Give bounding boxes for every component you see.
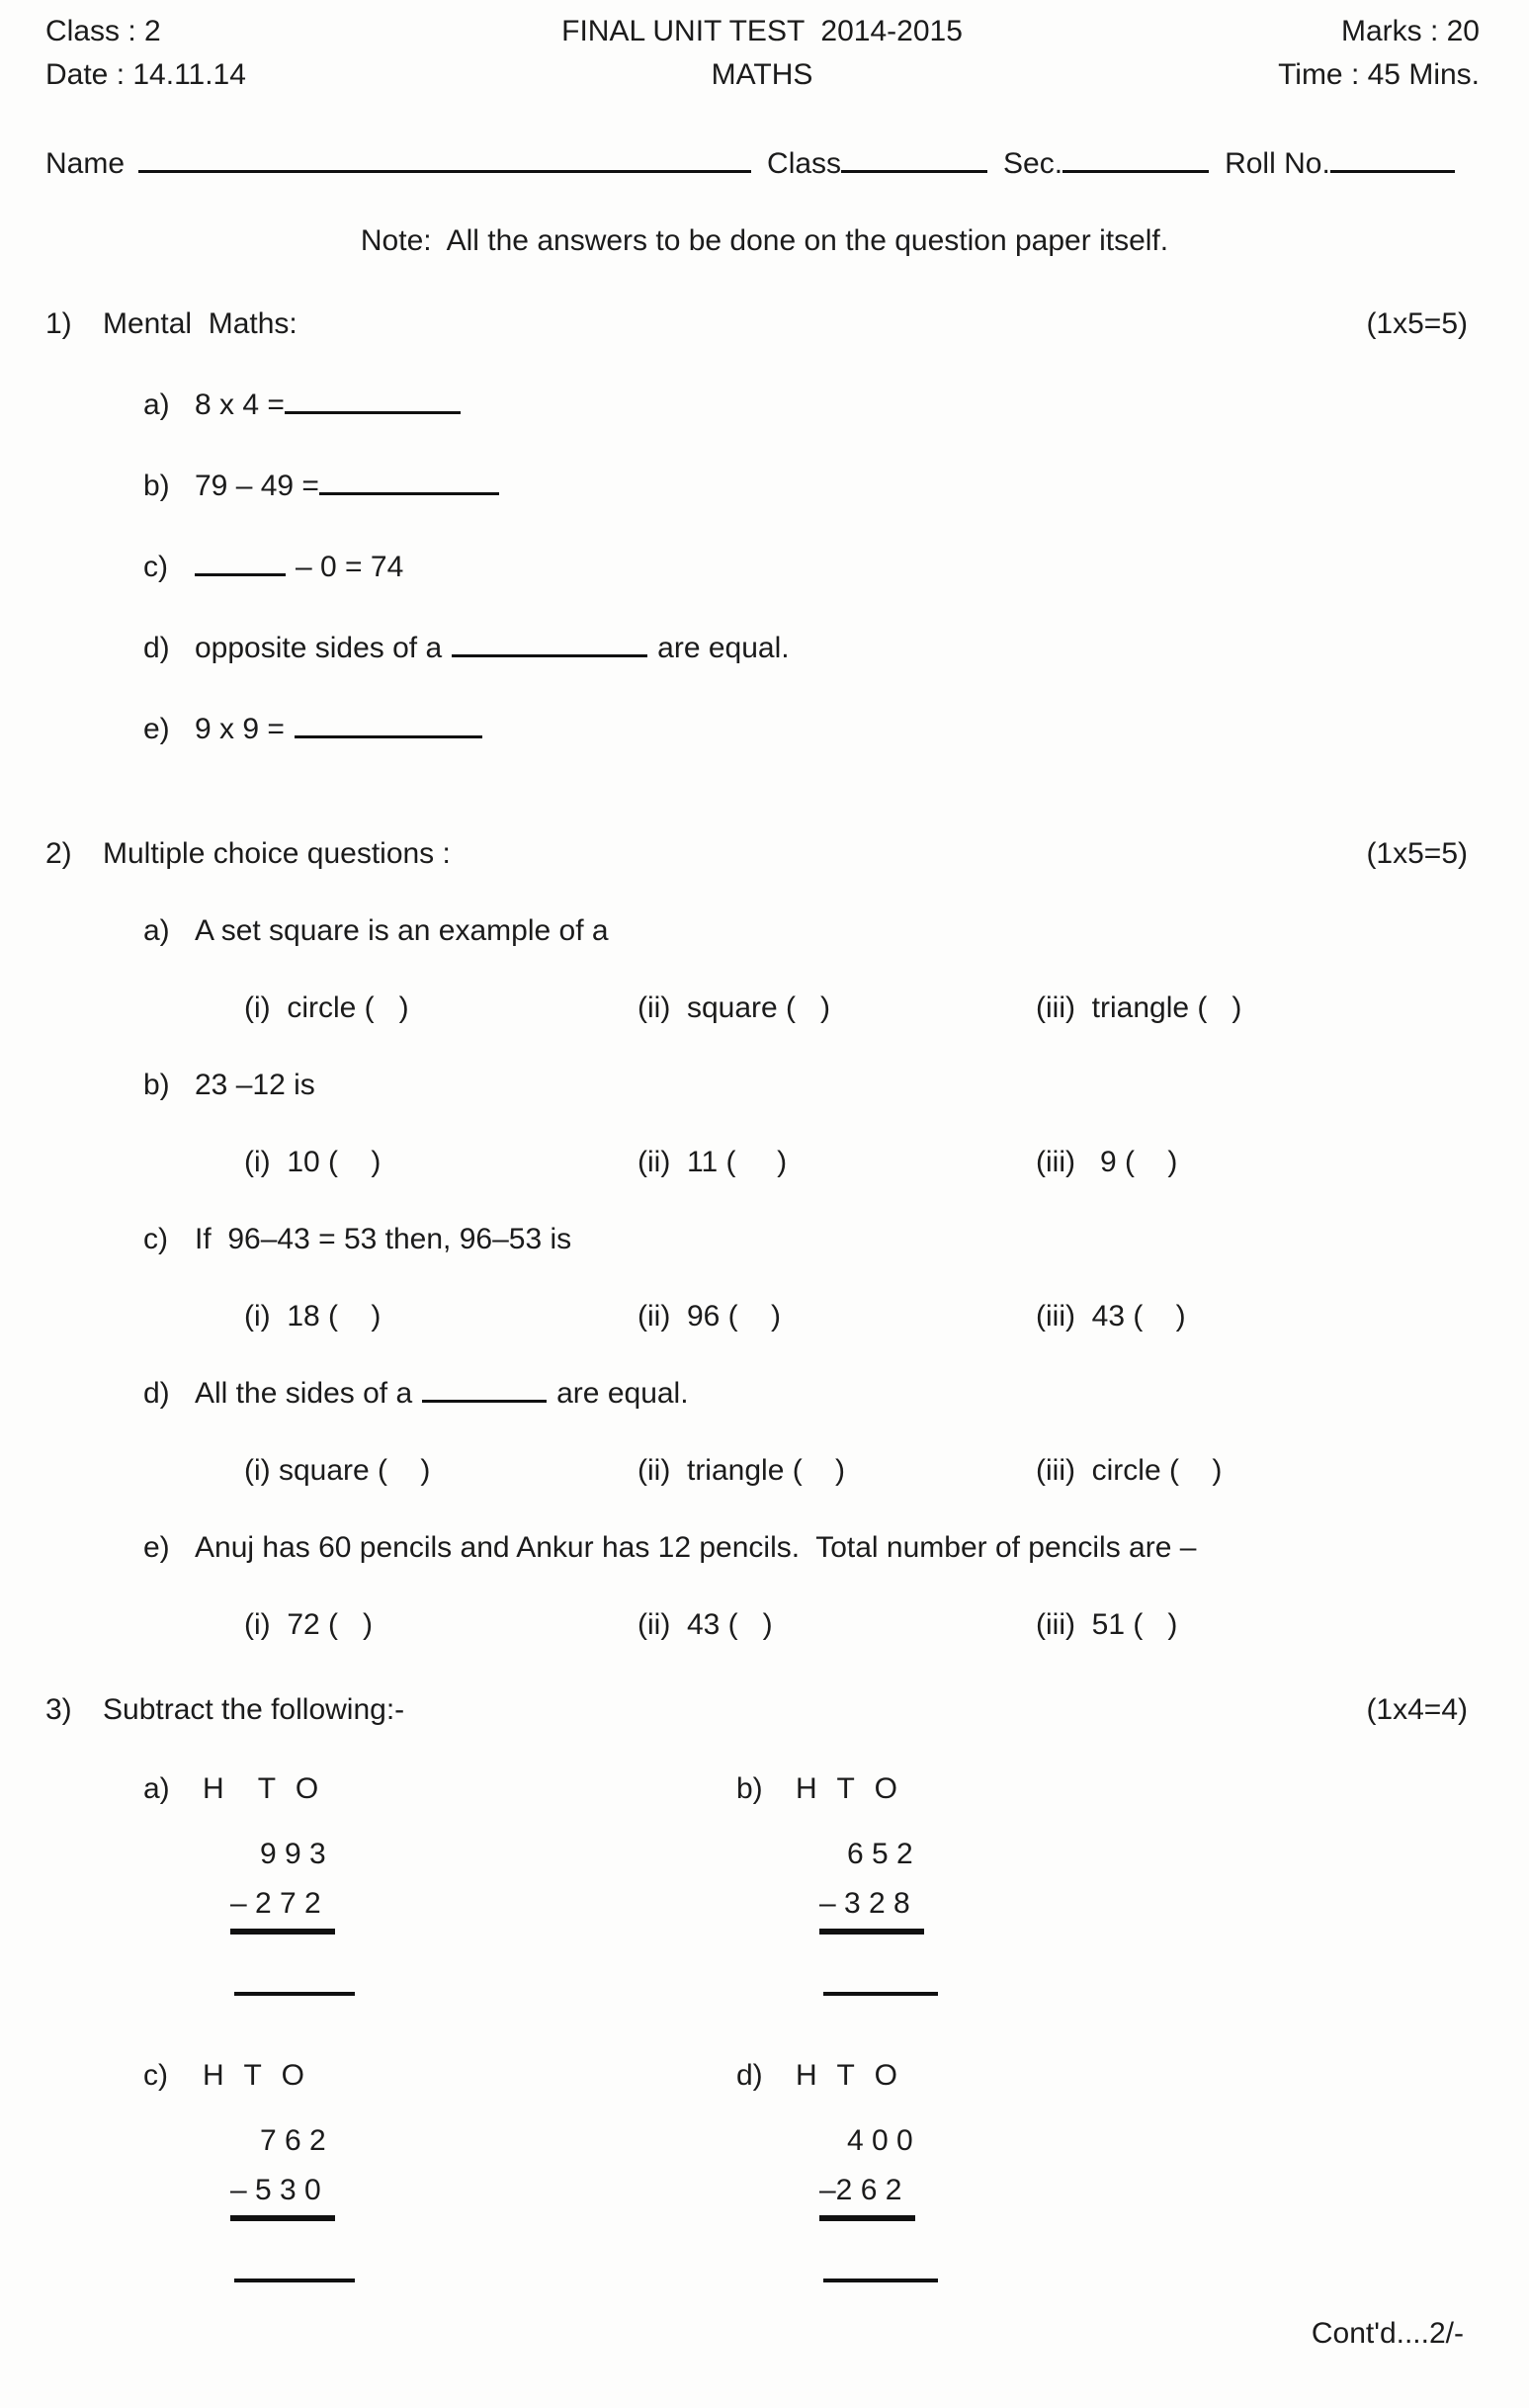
q1-item-c bbox=[0, 551, 1529, 584]
q3-problem-c-answer-line bbox=[234, 2279, 355, 2282]
question-1-title: Mental Maths: bbox=[103, 307, 297, 340]
date-label: Date : 14.11.14 bbox=[45, 57, 246, 91]
q1-item-b-text: 79 – 49 = bbox=[195, 470, 319, 502]
marks-label: Marks : 20 bbox=[1340, 15, 1480, 47]
q3-problem-d-subtrahend: –2 6 2 bbox=[819, 2174, 915, 2221]
q1-item-c-text: – 0 = 74 bbox=[296, 551, 404, 583]
q1-item-e-label: e) bbox=[143, 713, 170, 745]
q1-item-a-answer-blank bbox=[285, 398, 461, 414]
q3-problem-d bbox=[736, 2059, 1329, 2282]
header bbox=[0, 0, 1529, 96]
q3-problem-a-answer-line bbox=[234, 1992, 355, 1996]
header-center bbox=[561, 10, 963, 96]
q2-item-c-label: c) bbox=[143, 1223, 168, 1255]
q1-item-e-answer-blank bbox=[295, 723, 482, 738]
q2-item-b-label: b) bbox=[143, 1069, 170, 1101]
question-1-header bbox=[0, 307, 1529, 341]
q2-item-a-text: A set square is an example of a bbox=[195, 914, 609, 947]
q3-problem-a-header bbox=[143, 1772, 736, 1806]
header-left bbox=[45, 10, 246, 96]
q3-problem-d-header bbox=[736, 2059, 1329, 2093]
q3-problem-b-subtrahend: – 3 2 8 bbox=[819, 1887, 924, 1935]
contd-footer: Cont'd....2/- bbox=[1311, 2317, 1464, 2350]
q2-item-d-options bbox=[0, 1454, 1529, 1488]
question-2-number: 2) bbox=[45, 837, 72, 870]
q1-item-a bbox=[0, 388, 1529, 422]
q2-option-a-ii: (ii) square ( ) bbox=[637, 991, 831, 1024]
q3-problem-c-column-header: H T O bbox=[203, 2059, 310, 2092]
q2-item-e-label: e) bbox=[143, 1531, 170, 1564]
note-text: Note: All the answers to be done on the question paper itself. bbox=[360, 224, 1169, 257]
question-2-marks: (1x5=5) bbox=[1366, 837, 1468, 870]
q1-item-d-label: d) bbox=[143, 632, 170, 664]
class-field-label: Class bbox=[767, 147, 842, 180]
q2-option-b-i: (i) 10 ( ) bbox=[244, 1146, 382, 1178]
q1-item-d-answer-blank bbox=[452, 642, 647, 657]
roll-no-blank bbox=[1330, 157, 1455, 173]
class-label: Class : 2 bbox=[45, 15, 161, 47]
q2-item-e bbox=[0, 1531, 1529, 1565]
q3-problem-c-minuend: 7 6 2 bbox=[260, 2124, 326, 2157]
q2-item-c-text: If 96–43 = 53 then, 96–53 is bbox=[195, 1223, 572, 1255]
name-label: Name bbox=[45, 147, 126, 180]
q2-option-e-i: (i) 72 ( ) bbox=[244, 1608, 374, 1641]
q1-item-c-answer-blank bbox=[195, 560, 286, 576]
q2-option-b-ii: (ii) 11 ( ) bbox=[637, 1146, 788, 1178]
q2-option-b-iii: (iii) 9 ( ) bbox=[1036, 1146, 1178, 1178]
q1-item-d bbox=[0, 632, 1529, 665]
q2-item-b-text: 23 –12 is bbox=[195, 1069, 315, 1101]
q2-item-b-options bbox=[0, 1146, 1529, 1179]
q2-item-a-options bbox=[0, 991, 1529, 1025]
q3-problem-d-column-header: H T O bbox=[796, 2059, 903, 2092]
q1-item-b bbox=[0, 470, 1529, 503]
name-line bbox=[0, 147, 1529, 181]
header-right bbox=[1278, 10, 1480, 96]
q2-option-c-i: (i) 18 ( ) bbox=[244, 1300, 382, 1333]
q3-problem-b-column-header: H T O bbox=[796, 1772, 903, 1805]
q2-item-e-text: Anuj has 60 pencils and Ankur has 12 pencils. Total number of pencils are – bbox=[195, 1531, 1197, 1564]
question-3-marks: (1x4=4) bbox=[1366, 1693, 1468, 1726]
q2-item-d-label: d) bbox=[143, 1377, 170, 1410]
q2-item-d-text-pre: All the sides of a bbox=[195, 1377, 413, 1410]
q3-problems-row-1 bbox=[0, 1772, 1529, 1996]
q3-problem-b bbox=[736, 1772, 1329, 1996]
q3-problem-a-label: a) bbox=[143, 1772, 170, 1805]
q3-problem-b-label: b) bbox=[736, 1772, 763, 1805]
q2-option-d-ii: (ii) triangle ( ) bbox=[637, 1454, 846, 1487]
q2-item-c-options bbox=[0, 1300, 1529, 1333]
q2-option-c-iii: (iii) 43 ( ) bbox=[1036, 1300, 1186, 1333]
q2-option-e-ii: (ii) 43 ( ) bbox=[637, 1608, 773, 1641]
question-2-header bbox=[0, 837, 1529, 871]
question-3-header bbox=[0, 1693, 1529, 1727]
q2-option-c-ii: (ii) 96 ( ) bbox=[637, 1300, 782, 1333]
q3-problems-row-2 bbox=[0, 2059, 1529, 2282]
q2-option-d-i: (i) square ( ) bbox=[244, 1454, 431, 1487]
q1-item-a-text: 8 x 4 = bbox=[195, 388, 285, 421]
q1-item-c-label: c) bbox=[143, 551, 168, 583]
q3-problem-a-subtrahend: – 2 7 2 bbox=[230, 1887, 335, 1935]
q3-problem-b-header bbox=[736, 1772, 1329, 1806]
q3-problem-a bbox=[143, 1772, 736, 1996]
question-3-title: Subtract the following:- bbox=[103, 1693, 405, 1726]
q2-item-d-text-post: are equal. bbox=[556, 1377, 689, 1410]
q3-problem-d-minuend: 4 0 0 bbox=[847, 2124, 913, 2157]
roll-no-label: Roll No. bbox=[1225, 147, 1330, 180]
q1-item-e bbox=[0, 713, 1529, 746]
q2-item-c bbox=[0, 1223, 1529, 1256]
q3-problem-c bbox=[143, 2059, 736, 2282]
sec-label: Sec. bbox=[1003, 147, 1063, 180]
q2-item-b bbox=[0, 1069, 1529, 1102]
q1-item-b-answer-blank bbox=[319, 479, 499, 495]
q2-item-a-label: a) bbox=[143, 914, 170, 947]
time-label: Time : 45 Mins. bbox=[1278, 57, 1480, 91]
q3-problem-c-subtrahend: – 5 3 0 bbox=[230, 2174, 335, 2221]
q2-item-d-answer-blank bbox=[422, 1387, 547, 1403]
question-2-title: Multiple choice questions : bbox=[103, 837, 451, 870]
q3-problem-b-minuend: 6 5 2 bbox=[847, 1838, 913, 1870]
q3-problem-c-label: c) bbox=[143, 2059, 168, 2092]
q3-problem-a-column-header: H T O bbox=[203, 1772, 325, 1805]
subject-title: MATHS bbox=[711, 57, 813, 91]
q1-item-a-label: a) bbox=[143, 388, 170, 421]
question-1-marks: (1x5=5) bbox=[1366, 307, 1468, 340]
q2-item-d bbox=[0, 1377, 1529, 1411]
question-3-number: 3) bbox=[45, 1693, 72, 1726]
class-blank bbox=[841, 157, 987, 173]
q1-item-d-text-post: are equal. bbox=[657, 632, 790, 664]
q3-problem-d-answer-line bbox=[823, 2279, 938, 2282]
q2-option-e-iii: (iii) 51 ( ) bbox=[1036, 1608, 1178, 1641]
q1-item-e-text: 9 x 9 = bbox=[195, 713, 285, 745]
test-title: FINAL UNIT TEST 2014-2015 bbox=[561, 15, 963, 47]
q3-problem-a-minuend: 9 9 3 bbox=[260, 1838, 326, 1870]
q1-item-d-text-pre: opposite sides of a bbox=[195, 632, 443, 664]
q2-item-a bbox=[0, 914, 1529, 948]
q2-option-a-i: (i) circle ( ) bbox=[244, 991, 409, 1024]
q3-problem-c-header bbox=[143, 2059, 736, 2093]
q1-item-b-label: b) bbox=[143, 470, 170, 502]
q2-option-a-iii: (iii) triangle ( ) bbox=[1036, 991, 1242, 1024]
q3-problem-d-label: d) bbox=[736, 2059, 763, 2092]
q3-problem-b-answer-line bbox=[823, 1992, 938, 1996]
name-blank bbox=[138, 157, 751, 173]
sec-blank bbox=[1062, 157, 1209, 173]
q2-option-d-iii: (iii) circle ( ) bbox=[1036, 1454, 1223, 1487]
question-1-number: 1) bbox=[45, 307, 72, 340]
q2-item-e-options bbox=[0, 1608, 1529, 1642]
